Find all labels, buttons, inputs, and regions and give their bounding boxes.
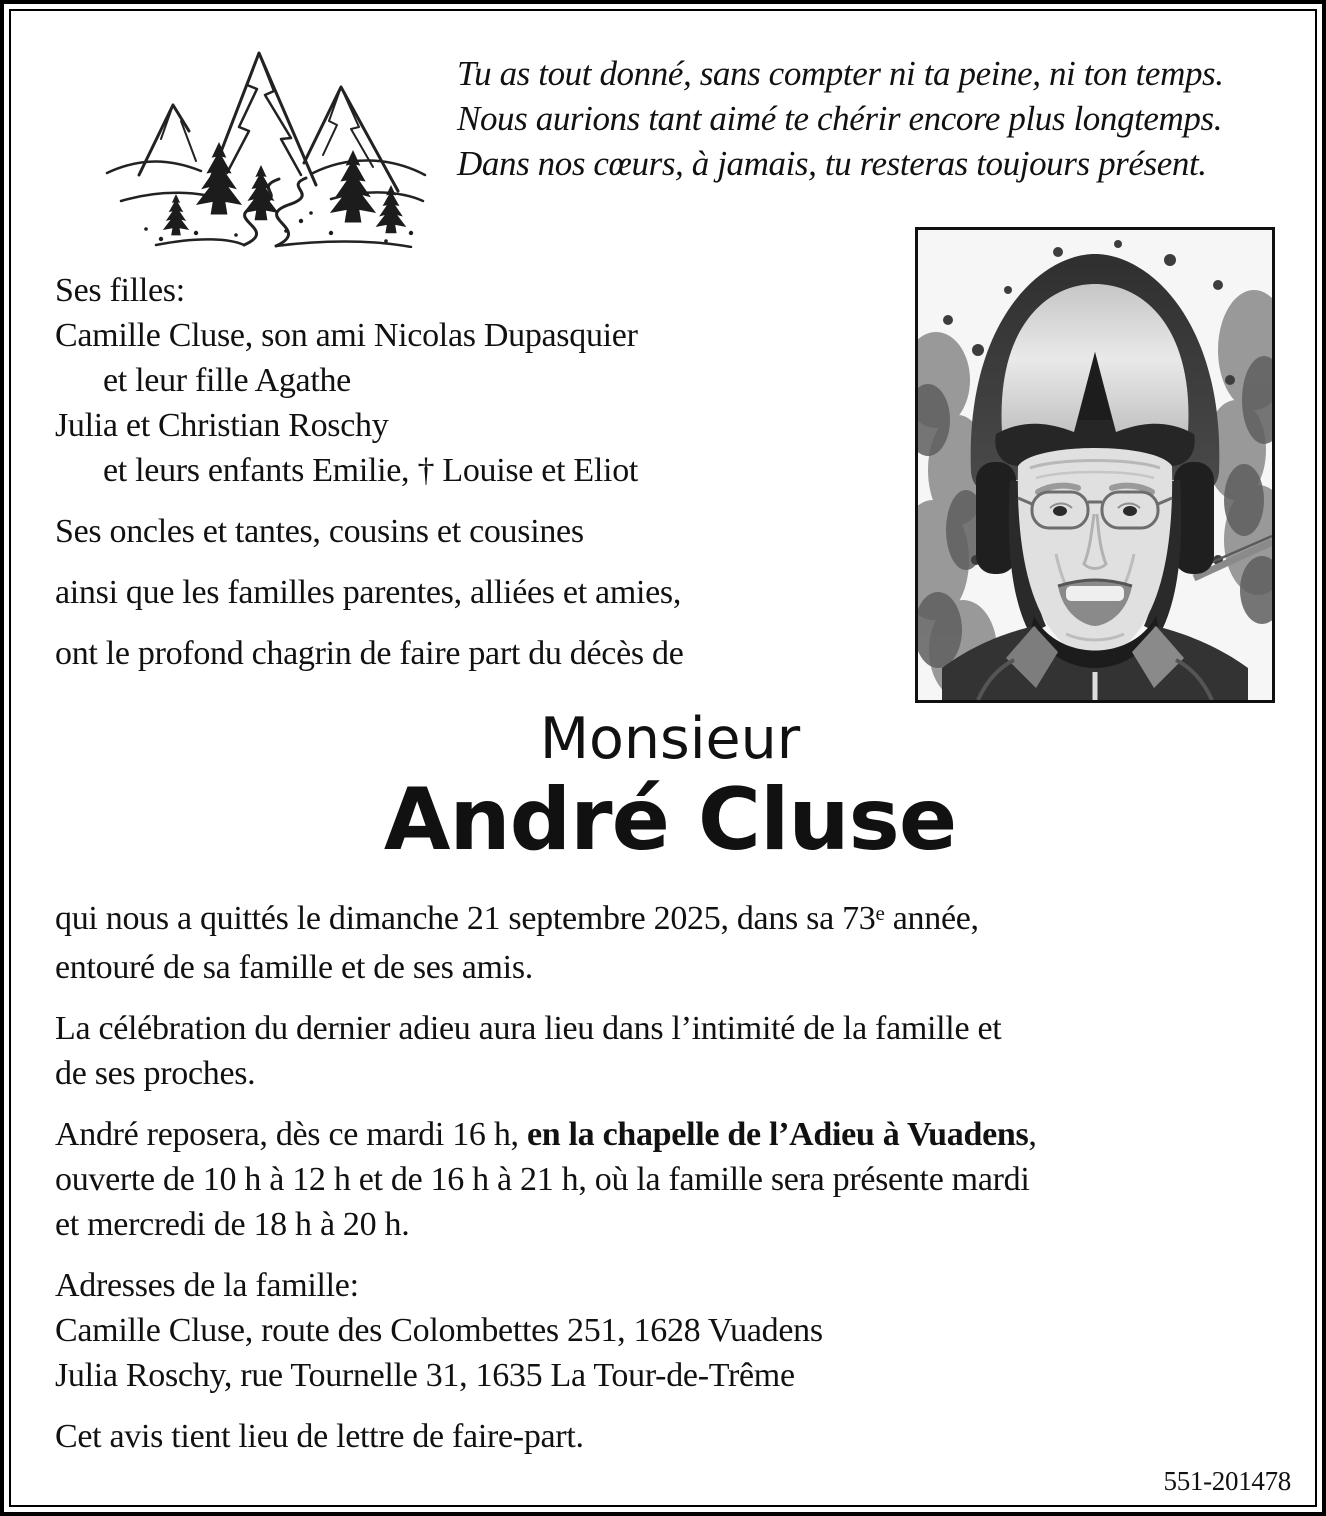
- reference-number: 551-201478: [1163, 1466, 1291, 1496]
- quote-line: Dans nos cœurs, à jamais, tu resteras toujours présent.: [457, 144, 1207, 183]
- family-daughter2: Julia et Christian Roschy: [55, 407, 389, 444]
- deceased-name: André Cluse: [383, 770, 957, 870]
- notice-body: [55, 896, 1285, 1459]
- passing-text-cont: année,: [884, 900, 979, 937]
- deceased-title: Monsieur: [539, 706, 801, 772]
- header: [55, 43, 1285, 248]
- repose-paragraph: [55, 1112, 1285, 1247]
- address-line2: Julia Roschy, rue Tournelle 31, 1635 La Tour-de-Trême: [55, 1357, 795, 1394]
- family-intro: Ses filles:: [55, 272, 185, 309]
- family-daughter1: Camille Cluse, son ami Nicolas Dupasquier: [55, 317, 638, 354]
- passing-text: qui nous a quittés le dimanche 21 septembre 2025, dans sa 73: [55, 900, 876, 937]
- repose-text: André reposera, dès ce mardi 16 h,: [55, 1116, 527, 1153]
- family-allied: ainsi que les familles parentes, alliées et amies,: [55, 574, 682, 611]
- passing-paragraph: [55, 896, 1285, 990]
- celebration-line2: de ses proches.: [55, 1055, 256, 1092]
- family-list: [55, 268, 905, 676]
- ordinal-superscript: e: [875, 901, 885, 926]
- family-relatives: Ses oncles et tantes, cousins et cousines: [55, 513, 584, 550]
- portrait-photo: [915, 227, 1275, 703]
- passing-text-line2: entouré de sa famille et de ses amis.: [55, 949, 533, 986]
- memorial-quote: [457, 51, 1224, 186]
- addresses-title: Adresses de la famille:: [55, 1267, 359, 1304]
- celebration-paragraph: [55, 1006, 1285, 1096]
- family-daughter1-child: et leur fille Agathe: [103, 362, 351, 399]
- chapel-bold-text: en la chapelle de l’Adieu à Vuadens: [526, 1116, 1029, 1153]
- address-line1: Camille Cluse, route des Colombettes 251, 1628 Vuadens: [55, 1312, 823, 1349]
- deceased-block: [55, 708, 1285, 868]
- mountain-logo-icon: [101, 43, 431, 248]
- quote-line: Nous aurions tant aimé te chérir encore plus longtemps.: [457, 99, 1223, 138]
- closing-line: Cet avis tient lieu de lettre de faire-part.: [55, 1418, 584, 1455]
- repose-line2: ouverte de 10 h à 12 h et de 16 h à 21 h, où la famille sera présente mardi: [55, 1161, 1030, 1198]
- border-frame: [9, 9, 1317, 1507]
- addresses-block: [55, 1263, 1285, 1398]
- quote-line: Tu as tout donné, sans compter ni ta peine, ni ton temps.: [457, 54, 1224, 93]
- family-daughter2-children: et leurs enfants Emilie, † Louise et Eliot: [103, 452, 639, 489]
- repose-line3: et mercredi de 18 h à 20 h.: [55, 1206, 410, 1243]
- celebration-line1: La célébration du dernier adieu aura lieu dans l’intimité de la famille et: [55, 1010, 1002, 1047]
- repose-text-cont: ,: [1028, 1116, 1037, 1153]
- family-announcement: ont le profond chagrin de faire part du décès de: [55, 635, 684, 672]
